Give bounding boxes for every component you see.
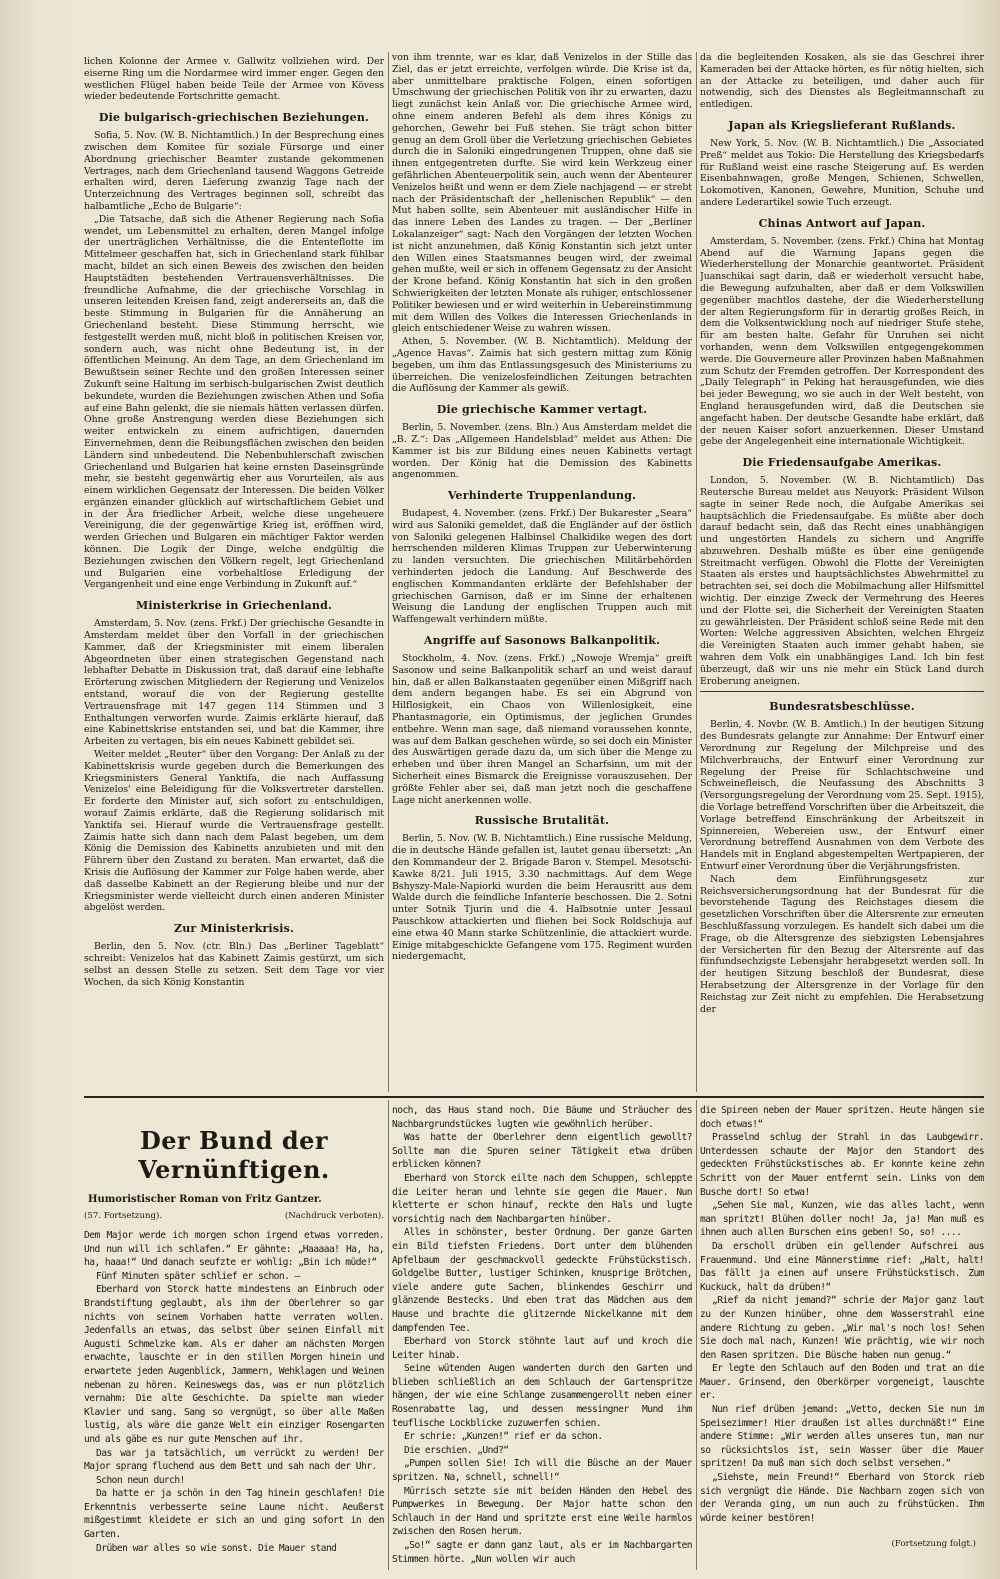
feuilleton-divider (84, 1096, 984, 1098)
novel-paragraph: Die erschien. „Und?“ (404, 1444, 509, 1456)
novel-paragraph: „Sehen Sie mal, Kunzen, wie das alles lacht, wenn man spritzt! Blühen doller noch! Ja, ja! Man muß es ihnen auch allen Burschen eins geben! So, so! .... (700, 1200, 984, 1239)
novel-paragraph: Da erscholl drüben ein gellender Aufschrei aus Frauenmund. Und eine Männerstimme rief: „Halt, halt! Das fällt ja einen auf unsere Frühstückstisch. Zum Kuckuck, halt da drüben!“ (700, 1240, 984, 1293)
novel-paragraph: Drüben war alles so wie sonst. Die Mauer stand (96, 1542, 337, 1554)
novel-paragraph: Eberhard von Storck eilte nach dem Schuppen, schleppte die Leiter heran und lehnte sie gegen die Mauer. Nun kletterte er schon hinauf, reckte den Hals und lugte vorsichtig nach dem Nachbargarten hinüber. (392, 1172, 692, 1225)
novel-paragraph: Dem Major werde ich morgen schon irgend etwas vorreden. Und nun will ich schlafen.“ Er gähnte: „Haaaaa! Ha, ha, ha, haaa!“ Und danach seufzte er wohlig: „Bin ich müde!“ (84, 1230, 384, 1269)
article-paragraph: Weiter meldet „Reuter“ über den Vorgang: Der Anlaß zu der Kabinettskrisis wurde gegeben durch die Bemerkungen des Kriegsministers General Yanktifa, die nach Auffassung Venizelos' eine Beleidigung für die Volksvertreter darstellen. Er forderte den Minister auf, sich sofort zu entschuldigen, worauf Zaimis erklärte, daß die Regierung solidarisch mit Yanktifa sei. Hierauf wurde die Vertrauensfrage gestellt. Zaimis hatte sich dann nach dem Palast begeben, um dem König die Demission des Kabinetts anzubieten und mit den Führern über den Zustand zu beraten. Man erwartet, daß die Krisis die Auflösung der Kammer zur Folge haben werde, aber daß dasselbe Kabinett an der Regierung bleibe und nur der Kriegsminister werde vielleicht durch einen anderen Minister abgelöst werden. (84, 749, 384, 914)
column-divider (696, 52, 697, 1092)
novel-paragraph: Was hatte der Oberlehrer denn eigentlich gewollt? Sollte man die Spuren seiner Tätigkeit etwa drüben erblicken können? (392, 1132, 692, 1171)
article-paragraph: „Die Tatsache, daß sich die Athener Regierung nach Sofia wendet, um Lebensmittel zu erhalten, deren Mangel infolge der unerträglichen Verhältnisse, die die Ententeflotte im Mittelmeer geschaffen hat, sich in Griechenland stark fühlbar macht, bildet an sich einen Beweis des zwischen den beiden Hauptstädten bestehenden Vertrauensverhältnisses. Die freundliche Aufnahme, die der griechische Vorschlag in unseren leitenden Kreisen fand, zeigt andererseits an, daß die beste Stimmung in Bulgarien für die Annäherung an Griechenland besteht. Diese Stimmung herrscht, wie festgestellt werden muß, nicht bloß in politischen Kreisen vor, sondern auch, was nicht ohne Bedeutung ist, in der öffentlichen Meinung. An dem Tage, an dem Griechenland im Bewußtsein seiner Rechte und den großen Interessen seiner Zukunft seine Haltung im serbisch-bulgarischen Zwist deutlich bekundete, wurden die Beziehungen zwischen Athen und Sofia auf eine Bahn gelenkt, die sie niemals hätten verlassen dürfen. Ohne große Anstrengung werden diese Beziehungen sich weiter entwickeln zu einem aufrichtigen, dauernden Einvernehmen, denn die Reibungsflächen zwischen den beiden Ländern sind unbedeutend. Die Nebenbuhlerschaft zwischen Griechenland und Bulgarien hat keine ernsten Daseinsgründe mehr, sie besteht gegenwärtig eher aus Vorurteilen, als aus einem wirklichen Gegensatz der Interessen. Die beiden Völker ergänzen einander glücklich auf wirtschaftlichem Gebiet und in der Ära friedlicher Arbeit, welche diese ungeheuere Vereinigung, die der gegenwärtige Krieg ist, eröffnen wird, werden Griechen und Bulgaren ein mächtiger Faktor werden können. Die Logik der Dinge, welche endgültig die Beziehungen zwischen den Völkern regelt, legt Griechenland und Bulgarien eine vorbehaltlose Erledigung der Vergangenheit und eine enge Verbindung in Zukunft auf.“ (84, 213, 384, 591)
column-3 (700, 52, 984, 1090)
feuilleton-column-3 (700, 1104, 984, 1564)
novel-paragraph: Eberhard von Storck stöhnte laut auf und kroch die Leiter hinab. (392, 1336, 692, 1361)
novel-paragraph: Nun rief drüben jemand: „Vetto, decken Sie nun im Speisezimmer! Hier draußen ist alles durchnäßt!“ Eine andere Stimme: „Wir werden alles unseres tun, man nur so rücksichtslos ist, sein Wasser über die Mauer spritzen! Da muß man sich doch selbst versehen.“ (700, 1404, 984, 1470)
headline-russian-brutality: Russische Brutalität. (474, 814, 610, 828)
headline-on-ministerial-crisis: Zur Ministerkrisis. (173, 922, 295, 936)
novel-paragraph: Er legte den Schlauch auf den Boden und trat an die Mauer. Grinsend, den Oberkörper vorgeneigt, lauschte er. (700, 1363, 984, 1402)
novel-subtitle: Humoristischer Roman von Fritz Gantzer. (88, 1194, 322, 1205)
headline-ministerial-crisis: Ministerkrise in Griechenland. (135, 599, 333, 613)
article-paragraph: New York, 5. Nov. (W. B. Nichtamtlich.) Die „Associated Preß“ meldet aus Tokio: Die Herstellung des Kriegsbedarfs für Rußland weist eine rasche Steigerung auf. Es werden Eisenbahnwagen, große Mengen, Schienen, Schwellen, Lokomotiven, Kanonen, Gewehre, Munition, Schuhe und andere Lederartikel sowie Tuch erzeugt. (700, 137, 984, 208)
installment-number: (57. Fortsetzung). (84, 1211, 163, 1221)
feuilleton-column-2 (392, 1104, 692, 1564)
novel-paragraph: noch, das Haus stand noch. Die Bäume und Sträucher des Nachbargrundstückes lugten wie gewöhnlich herüber. (392, 1105, 692, 1130)
novel-paragraph: Das war ja tatsächlich, um verrückt zu werden! Der Major sprang fluchend aus dem Bett und sah nach der Uhr. (84, 1447, 384, 1473)
novel-meta (84, 1211, 384, 1221)
article-paragraph: Amsterdam, 5. Nov. (zens. Frkf.) Der griechische Gesandte in Amsterdam meldet über den Vorfall in der griechischen Kammer, daß der Kriegsminister mit einem liberalen Abgeordneten über einen strategischen Gegenstand nach lebhafter Debatte in Diskussion trat, daß darauf eine lebhafte Erörterung zwischen Mitgliedern der Regierung und Venizelos entstand, worauf die von der Regierung gestellte Vertrauensfrage mit 147 gegen 114 Stimmen und 3 Enthaltungen verworfen wurde. Zaimis erklärte hierauf, daß eine Kabinettskrise entstanden sei, und bat die Kammer, ihre Arbeiten zu vertagen, bis ein neues Kabinett gebildet sei. (84, 618, 384, 748)
novel-paragraph: Fünf Minuten später schlief er schon. — (96, 1270, 300, 1282)
article-paragraph: Berlin, 5. Nov. (W. B. Nichtamtlich.) Eine russische Meldung, die in deutsche Hände gefallen ist, lautet genau übersetzt: „An den Kommandeur der 2. Brigade Baron v. Stempel. Mesotschi-Kawke 8/21. Juli 1915, 3.30 nachmittags. Auf dem Wege Bshyszy-Male-Napiorki wurden die beim Herausritt aus dem Walde durch die feindliche Infanterie beschossen. Die 2. Sotni unter Sotnik Tjurin und die 4. Halbsotnie unter Jessaul Pauschkow attackierten und fliehen bei Sock Roldschuja auf eine etwa 40 Mann starke Schützenlinie, die attackiert wurde. Einige mitabgeschickte Gefangene vom 175. Regiment wurden niedergemacht, (392, 833, 692, 963)
novel-paragraph: „Rief da nicht jemand?“ schrie der Major ganz laut zu der Kunzen hinüber, ohne dem Wasserstrahl eine andere Richtung zu geben. „Wir mal's noch los! Sehen Sie doch mal nach, Kunzen! Wie prächtig, wie wir noch den Rasen spritzen. Die Büsche haben nun genug.“ (700, 1295, 984, 1361)
article-continuation: da die begleitenden Kosaken, als sie das Geschrei ihrer Kameraden bei der Attacke hörten, es für nötig hielten, sich an der Attacke zu beteiligen, und daher auch für notwendig, sich des Dienstes als Begleitmannschaft zu entledigen. (700, 52, 984, 111)
novel-paragraph: Alles in schönster, bester Ordnung. Der ganze Garten ein Bild tiefsten Friedens. Dort unter dem blühenden Apfelbaum der geschmackvoll gedeckte Frühstückstisch. Goldgelbe Butter, lustiger Schinken, knusprige Brötchen, viele andere gute Sachen, blinkendes Geschirr und glänzende Bestecks. Und eben trat das Mädchen aus dem Hause und brachte die glitzernde Nickelkanne mit dem dampfenden Tee. (392, 1227, 692, 1334)
article-continuation: lichen Kolonne der Armee v. Gallwitz vollziehen wird. Der eiserne Ring um die Nordarmee wird immer enger. Gegen den westlichen Flügel haben beide Teile der Armee von Kövess wieder bedeutende Fortschritte gemacht. (84, 56, 384, 103)
novel-paragraph: „Siehste, mein Freund!“ Eberhard von Storck rieb sich vergnügt die Hände. Die Nachbarn zogen sich von der Veranda ging, um nun auch zu frühstücken. Ihm würde keiner bestören! (700, 1472, 984, 1524)
article-paragraph: Nach dem Einführungsgesetz zur Reichsversicherungsordnung hat der Bundesrat für die bevorstehende Tagung des Reichstages diesem die gesetzlichen Vorschriften über die Altersrente zur erneuten Beschlußfassung vorzulegen. Es handelt sich dabei um die Frage, ob die Altersgrenze des siebzigsten Lebensjahres der Versicherten für den Bezug der Altersrente auf das fünfundsechzigste Lebensjahr herabgesetzt werden soll. In der heutigen Sitzung beschloß der Bundesrat, diese Herabsetzung der Altersgrenze in der Vorlage für den Reichstag zur Zeit nicht zu empfehlen. Die Herabsetzung der (700, 873, 984, 1015)
column-divider (388, 52, 389, 1092)
article-paragraph: Budapest, 4. November. (zens. Frkf.) Der Bukarester „Seara“ wird aus Saloniki gemeldet, daß die Engländer auf der östlich von Saloniki gelegenen Halbinsel Chalkidike wegen des dort herrschenden milderen Klimas Truppen zur Ueberwinterung zu landen versuchten. Die griechischen Militärbehörden verhinderten jedoch die Landung. Auf Beschwerde des englischen Kommandanten erklärte der Befehlshaber der griechischen Garnison, daß er im Sinne der erhaltenen Weisung die Landung der englischen Truppen auch mit Waffengewalt verhindern müßte. (392, 508, 692, 626)
column-1 (84, 56, 384, 1090)
continued-notice: (Fortsetzung folgt.) (891, 1539, 976, 1550)
article-paragraph: London, 5. November. (W. B. Nichtamtlich) Das Reutersche Bureau meldet aus Neuyork: Präsident Wilson sagte in seiner Rede noch, die Aufgabe Amerikas sei hauptsächlich die Friedensaufgabe. Es müßte aber doch darauf bedacht sein, daß das Recht eines unabhängigen und ungestörten Handels zu sichern und Angriffe abzuwehren. Deshalb müßte es über eine genügende Streitmacht verfügen. Obwohl die Flotte der Vereinigten Staaten als erstes und hauptsächlichstes Abwehrmittel zu betrachten sei, sei doch die Mobilmachung aller Hilfsmittel wichtig. Der einzige Zweck der Vermehrung des Heeres und der Flotte sei, die Sicherheit der Vereinigten Staaten zu gewährleisten. Der Präsident schloß seine Rede mit den Worten: Welche aggressiven Absichten, welchen Ehrgeiz die Vereinigten Staaten auch immer gehabt haben, sie wahren dem Volk ein unabhängiges Land. Ich bin fest überzeugt, daß wir uns nie mehr ein Stück Land durch Eroberung aneignen. (700, 475, 984, 687)
headline-federal-council-resolutions: Bundesratsbeschlüsse. (769, 700, 915, 714)
article-paragraph: Stockholm, 4. Nov. (zens. Frkf.) „Nowoje Wremja“ greift Sasonow und seine Balkanpolitik scharf an und weist darauf hin, daß er allen Balkanstaaten gegenüber einen Mißgriff nach dem andern begangen habe. Es sei ein Abgrund von Hilflosigkeit, ein Chaos von Willenlosigkeit, eine Phantasmagorie, ein Optimismus, der jeglichen Grundes entbehre. Wenn man sage, daß niemand voraussehen konnte, was auf dem Balkan geschehen würde, so sei doch ein Minister des Auswärtigen gerade dazu da, um sich über die Menge zu erheben und über ihren Mangel an Scharfsinn, um mit der Sicherheit eines Bismarck die Ereignisse vorauszusehen. Der größte Fehler aber sei, daß man jetzt noch die geschaffene Lage nicht anerkennen wolle. (392, 653, 692, 806)
headline-bulgarian-greek-relations: Die bulgarisch-griechischen Beziehungen. (98, 111, 370, 125)
headline-china-answer: Chinas Antwort auf Japan. (758, 216, 926, 230)
article-paragraph: Berlin, 4. Novbr. (W. B. Amtlich.) In der heutigen Sitzung des Bundesrats gelangte zur Annahme: Der Entwurf einer Verordnung zur Regelung der Milchpreise und des Milchverbrauchs, der Entwurf einer Verordnung zur Regelung der Preise für Schlachtschweine und Schweinefleisch, die Neufassung des Abschnitts 3 (Versorgungsregelung der Verordnung vom 25. Sept. 1915), die Vorlage betreffend Vorschriften über die Arbeitszeit, die Vorlage betreffend Einschränkung der Arbeitszeit in Spinnereien, Webereien usw., der Entwurf einer Verordnung betreffend Ausnahmen von dem Verbote des Handels mit in England abgestempelten Wertpapieren, der Entwurf einer Verordnung über die Verjährungsfristen. (700, 719, 984, 873)
novel-paragraph: Da hatte er ja schön in den Tag hinein geschlafen! Die Erkenntnis verbesserte seine Laune nicht. Aeußerst mißgestimmt kleidete er sich an und ging sofort in den Garten. (84, 1488, 384, 1541)
headline-chamber-adjourned: Die griechische Kammer vertagt. (436, 403, 648, 417)
novel-paragraph: Mürrisch setzte sie mit beiden Händen den Hebel des Pumpwerkes in Bewegung. Der Major hatte schon den Schlauch in der Hand und spritzte erst eine Weile harmlos zwischen den Rosen herum. (392, 1485, 692, 1538)
headline-prevented-landing: Verhinderte Truppenlandung. (447, 489, 637, 503)
headline-sasonow-attacks: Angriffe auf Sasonows Balkanpolitik. (423, 634, 661, 648)
article-paragraph: Sofia, 5. Nov. (W. B. Nichtamtlich.) In der Besprechung eines zwischen dem Komitee für soziale Fürsorge und einer Abordnung griechischer Beamter zustande gekommenen Vertrages, nach dem Griechenland tausend Waggons Getreide erhalten wird, deren Lieferung zwanzig Tage nach der Unterzeichnung des Vertrages beginnen soll, schreibt das halbamtliche „Echo de Bulgarie“: (84, 130, 384, 212)
novel-paragraph: „So!“ sagte er dann ganz laut, als er im Nachbargarten Stimmen hörte. „Nun wollen wir auch (392, 1540, 692, 1564)
reprint-notice: (Nachdruck verboten). (284, 1211, 384, 1221)
section-divider (700, 691, 984, 692)
headline-peace-task-america: Die Friedensaufgabe Amerikas. (742, 456, 942, 470)
column-divider (696, 1100, 697, 1570)
column-divider (388, 1100, 389, 1570)
novel-paragraph: die Spireen neben der Mauer spritzen. Heute hängen sie doch etwas!“ (700, 1105, 984, 1130)
article-paragraph: Berlin, den 5. Nov. (ctr. Bln.) Das „Berliner Tageblatt“ schreibt: Venizelos hat das Kabinett Zaimis gestürzt, um sich selbst an dessen Stelle zu setzen. Seit dem Tage vor vier Wochen, da sich König Konstantin (84, 941, 384, 988)
novel-paragraph: Schon neun durch! (96, 1474, 185, 1486)
article-paragraph: Athen, 5. November. (W. B. Nichtamtlich). Meldung der „Agence Havas“. Zaimis hat sich gestern mittag zum König begeben, um ihm das Entlassungsgesuch des Ministeriums zu überreichen. Die venizelosfeindlichen Zeitungen betrachten die Auflösung der Kammer als gewiß. (392, 336, 692, 395)
novel-paragraph: Seine wütenden Augen wanderten durch den Garten und blieben schließlich an dem Schlauch der Gartenspritze hängen, der wie eine Schlange zusammengerollt neben einer Rosenrabatte lag, und dessen messingner Mund ihm teuflische Lockblicke zuzuwerfen schien. (392, 1363, 692, 1429)
novel-paragraph: Prasselnd schlug der Strahl in das Laubgewirr. Unterdessen schaute der Major den Standort des gedeckten Frühstückstisches ab. Er konnte keine zehn Schritt von der Mauer entfernt sein. Links von dem Busche dort! So etwa! (700, 1132, 984, 1198)
novel-title: Der Bund der Vernünftigen. (138, 1126, 330, 1184)
column-2 (392, 52, 692, 1090)
article-paragraph: Amsterdam, 5. November. (zens. Frkf.) China hat Montag Abend auf die Warnung Japans gegen die Wiederherstellung der Monarchie geantwortet. Präsident Juanschikai sagt darin, daß er wiederholt versucht habe, die Bewegung aufzuhalten, aber daß er dem Volkswillen gegenüber machtlos dastehe, der die Wiederherstellung der alten Regierungsform für in derartig großes Reich, in dem die Volksentwicklung noch auf niedriger Stufe stehe, für am besten halte. Gefahr für Unruhen sei nicht vorhanden, wenn dem Volkswillen entgegengekommen werde. Die Gouverneure aller Provinzen haben Maßnahmen zum Schutz der Fremden getroffen. Der Korrespondent des „Daily Telegraph“ in Peking hat herausgefunden, wie dies bei jeder Bewegung, wo sie auch in der Welt besteht, von England herausgefunden wird, daß die Deutschen sie angefacht haben. Der deutsche Gesandte habe erklärt, daß der neuen Kaiser sofort anzuerkennen. Dieser Umstand gebe der Angelegenheit eine internationale Wichtigkeit. (700, 235, 984, 448)
article-continuation: von ihm trennte, war es klar, daß Venizelos in der Stille das Ziel, das er jetzt erreichte, verfolgen würde. Die Krise ist da, aber unmittelbare praktische Folgen, einen sofortigen Umschwung der griechischen Politik von ihr zu erwarten, dazu liegt zunächst kein Anlaß vor. Die griechische Armee wird, ohne einem anderen Befehl als dem ihres Königs zu gehorchen, Gewehr bei Fuß stehen. Sie trägt schon bitter genug an dem Groll über die Verletzung griechischen Gebietes durch die in Saloniki eingedrungenen Truppen, ohne daß sie ihnen entgegentreten durfte. Sie wird kein Werkzeug einer gefährlichen Abenteuerpolitik sein, auch wenn der Abenteurer Venizelos heißt und wenn er dem Ziele nachjagend — er strebt nach der Präsidentschaft der „hellenischen Republik“ — den Mut haben sollte, sein Abenteuer mit ausländischer Hilfe in das innere Leben des Landes zu tragen. — Der „Berliner Lokalanzeiger“ sagt: Nach den Vorgängen der letzten Wochen ist nicht anzunehmen, daß König Konstantin sich jetzt unter den Willen eines Staatsmannes beugen wird, der zweimal gehen mußte, weil er sich in offenem Gegensatz zu der Ansicht der Krone befand. König Konstantin hat sich in den großen Schwierigkeiten der letzten Monate als ruhiger, entschlossener Politiker bewiesen und er wird weiterhin in Uebereinstimmung mit dem Willen des Volkes die Interessen Griechenlands in gleich entschiedener Weise zu wahren wissen. (392, 52, 692, 335)
article-paragraph: Berlin, 5. November. (zens. Bln.) Aus Amsterdam meldet die „B. Z.“: Das „Allgemeen Handelsblad“ meldet aus Athen: Die Kammer ist bis zur Bildung eines neuen Kabinetts vertagt worden. Der König hat die Demission des Kabinetts angenommen. (392, 422, 692, 481)
novel-paragraph: Eberhard von Storck hatte mindestens an Einbruch oder Brandstiftung geglaubt, als ihm der Oberlehrer so gar nichts von seinem Vorhaben hatte verraten wollen. Jedenfalls an etwas, das selbst über seinen Einfall mit Augusti Schmelzke kam. Als er daher am nächsten Morgen erwachte, lauschte er in den stillen Morgen hinein und erwartete jeden Augenblick, Jammern, Wehklagen und Weinen nebenan zu hören. Keineswegs das, was er nun plötzlich vernahm: Die alte Geschichte. Da spielte man wieder Klavier und sang. Sang so vergnügt, so über alle Maßen lustig, als wäre die ganze Welt ein einziger Rosengarten und als gäbe es nur gute Menschen auf ihr. (84, 1284, 384, 1445)
feuilleton-column-1 (84, 1104, 384, 1564)
headline-japan-war-supplier: Japan als Kriegslieferant Rußlands. (728, 118, 956, 132)
novel-paragraph: „Pumpen sollen Sie! Ich will die Büsche an der Mauer spritzen. Na, schnell, schnell!“ (392, 1458, 692, 1484)
novel-paragraph: Er schrie: „Kunzen!“ rief er da schon. (404, 1431, 603, 1443)
